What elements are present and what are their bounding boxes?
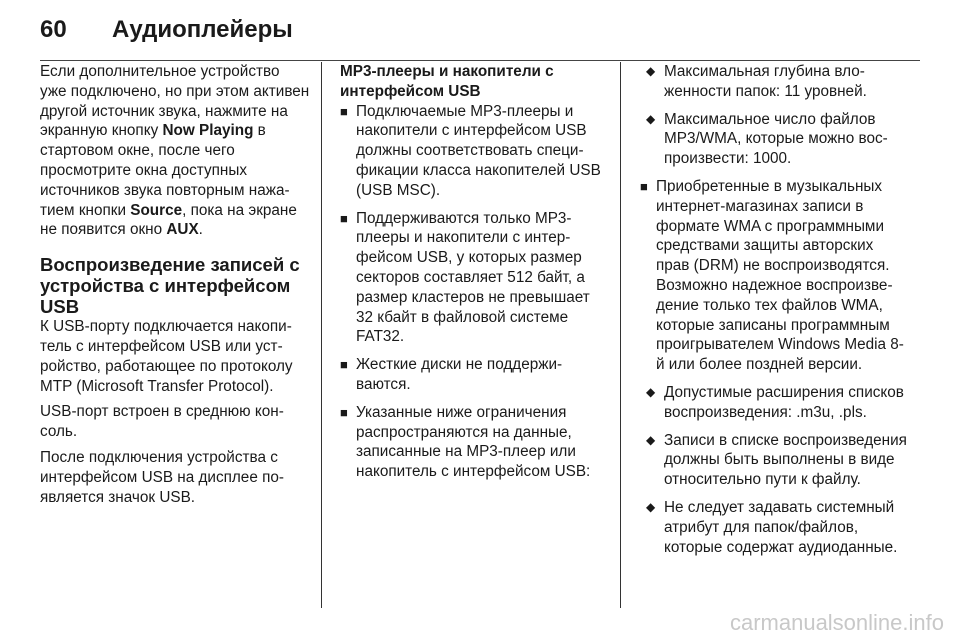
- usb-section-heading: Воспроизведение записей с устройства с интерфейсом USB: [40, 254, 300, 318]
- list-item: ■ Приобретенные в музыкальных интернет-магазинах записи в формате WMA с программными средствами защиты авторских прав (DRM) не воспроизводятся. Возможно надежное воспроизведение только тех файлов WMA, которые записаны программным проигрывателем Windows Media 8-й или более поздней версии.: [640, 177, 904, 374]
- watermark: carmanualsonline.info: [729, 610, 944, 635]
- square-bullet-icon: ■: [340, 404, 348, 420]
- mp3-section-heading: MP3-плееры и накопители с интерфейсом USB: [340, 63, 554, 100]
- page-number: 60: [40, 16, 67, 43]
- column-2: [340, 62, 604, 490]
- aux-term: AUX: [166, 221, 199, 239]
- page-header: [40, 16, 920, 50]
- page-title: Аудиоплейеры: [112, 16, 293, 43]
- diamond-bullet-icon: ◆: [646, 64, 656, 78]
- list-item: ■ Жесткие диски не поддерживаются.: [340, 356, 563, 393]
- header-rule: [40, 60, 920, 61]
- square-bullet-icon: ■: [340, 357, 348, 373]
- intro-paragraph: Если дополнительное устройство уже подключено, но при этом активен другой источник звука, нажмите на экранную кнопку Now Playing в стартовом окне, после чего просмотрите окна доступных источников звука повторным нажатием кнопки Source, пока на экране не появится окно AUX.: [40, 63, 310, 239]
- square-bullet-icon: ■: [340, 103, 348, 119]
- column-1: [40, 62, 310, 513]
- list-item: ■ Поддерживаются только MP3-плееры и накопители с интерфейсом USB, у которых размер секторов составляет 512 байт, а размер кластеров не превышает 32 кбайт в файловой системе FAT32.: [340, 209, 590, 346]
- usb-console-paragraph: USB-порт встроен в среднюю консоль.: [40, 403, 284, 441]
- column-3: [640, 62, 910, 565]
- diamond-bullet-icon: ◆: [646, 111, 656, 126]
- source-term: Source: [130, 201, 183, 219]
- now-playing-term: Now Playing: [162, 122, 254, 140]
- diamond-bullet-icon: ◆: [646, 432, 656, 447]
- wma-list: [640, 177, 910, 375]
- folder-limits-list: [640, 62, 910, 169]
- square-bullet-icon: ■: [340, 210, 348, 226]
- usb-port-paragraph: К USB-порту подключается накопитель с интерфейсом USB или устройство, работающее по протоколу MTP (Microsoft Transfer Protocol).: [40, 318, 293, 395]
- list-item: ◆ Допустимые расширения списков воспроизведения: .m3u, .pls.: [646, 383, 904, 421]
- column-divider-1: [321, 62, 322, 608]
- list-item: ■ Подключаемые MP3-плееры и накопители с интерфейсом USB должны соответствовать спецификации класса накопителей USB (USB MSC).: [340, 102, 601, 199]
- diamond-bullet-icon: ◆: [646, 384, 656, 399]
- mp3-requirements-list: [340, 102, 604, 482]
- list-item: ◆ Максимальная глубина вложенности папок: 11 уровней.: [646, 63, 867, 100]
- list-item: ◆ Не следует задавать системный атрибут для папок/файлов, которые содержат аудиоданные.: [646, 498, 898, 556]
- diamond-bullet-icon: ◆: [646, 499, 656, 514]
- list-item: ■ Указанные ниже ограничения распространяются на данные, записанные на MP3-плеер или накопитель с интерфейсом USB:: [340, 403, 591, 481]
- column-divider-2: [620, 62, 621, 608]
- list-item: ◆ Записи в списке воспроизведения должны быть выполнены в виде относительно пути к файлу.: [646, 431, 907, 489]
- square-bullet-icon: ■: [640, 178, 648, 194]
- list-item: ◆ Максимальное число файлов MP3/WMA, которые можно воспроизвести: 1000.: [646, 110, 888, 168]
- usb-icon-paragraph: После подключения устройства с интерфейсом USB на дисплее появляется значок USB.: [40, 448, 284, 506]
- playlist-rules-list: [640, 383, 910, 557]
